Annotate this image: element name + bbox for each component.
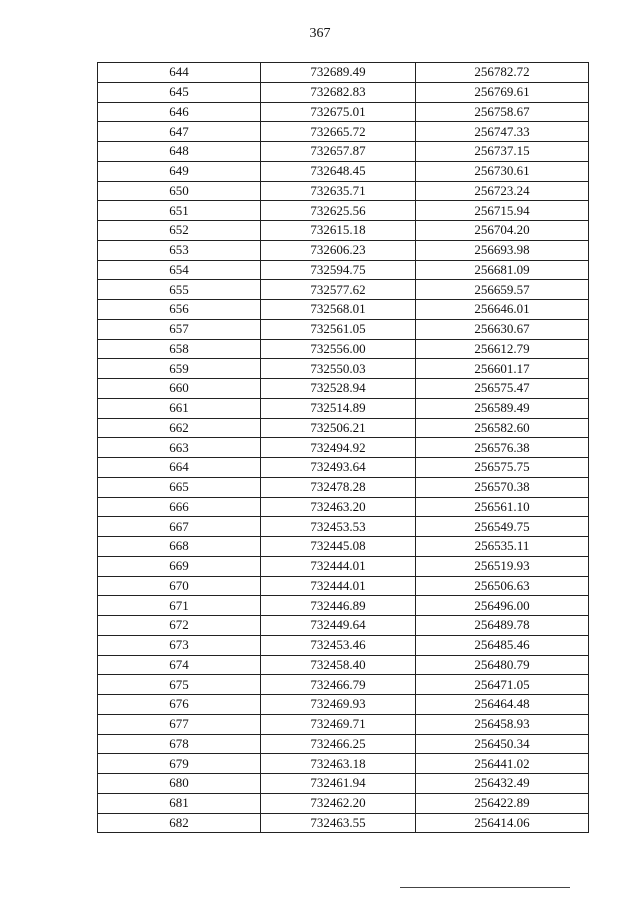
point-number-cell: 649 <box>98 161 261 181</box>
y-coordinate-cell: 256485.46 <box>416 635 589 655</box>
y-coordinate-cell: 256715.94 <box>416 201 589 221</box>
point-number-cell: 664 <box>98 458 261 478</box>
point-number-cell: 667 <box>98 517 261 537</box>
point-number-cell: 669 <box>98 556 261 576</box>
point-number-cell: 680 <box>98 774 261 794</box>
point-number-cell: 676 <box>98 695 261 715</box>
y-coordinate-cell: 256582.60 <box>416 418 589 438</box>
point-number-cell: 657 <box>98 319 261 339</box>
table-row <box>98 181 589 201</box>
x-coordinate-cell: 732453.53 <box>261 517 416 537</box>
table-row <box>98 122 589 142</box>
y-coordinate-cell: 256496.00 <box>416 596 589 616</box>
y-coordinate-cell: 256441.02 <box>416 754 589 774</box>
table-row <box>98 82 589 102</box>
y-coordinate-cell: 256464.48 <box>416 695 589 715</box>
y-coordinate-cell: 256414.06 <box>416 813 589 833</box>
point-number-cell: 646 <box>98 102 261 122</box>
x-coordinate-cell: 732648.45 <box>261 161 416 181</box>
x-coordinate-cell: 732493.64 <box>261 458 416 478</box>
y-coordinate-cell: 256432.49 <box>416 774 589 794</box>
point-number-cell: 670 <box>98 576 261 596</box>
x-coordinate-cell: 732577.62 <box>261 280 416 300</box>
table-row <box>98 695 589 715</box>
y-coordinate-cell: 256549.75 <box>416 517 589 537</box>
x-coordinate-cell: 732494.92 <box>261 438 416 458</box>
point-number-cell: 666 <box>98 497 261 517</box>
y-coordinate-cell: 256769.61 <box>416 82 589 102</box>
x-coordinate-cell: 732463.20 <box>261 497 416 517</box>
y-coordinate-cell: 256747.33 <box>416 122 589 142</box>
y-coordinate-cell: 256758.67 <box>416 102 589 122</box>
y-coordinate-cell: 256535.11 <box>416 537 589 557</box>
point-number-cell: 663 <box>98 438 261 458</box>
table-row <box>98 260 589 280</box>
point-number-cell: 648 <box>98 142 261 162</box>
point-number-cell: 658 <box>98 339 261 359</box>
x-coordinate-cell: 732556.00 <box>261 339 416 359</box>
point-number-cell: 660 <box>98 379 261 399</box>
point-number-cell: 661 <box>98 398 261 418</box>
table-row <box>98 63 589 83</box>
point-number-cell: 644 <box>98 63 261 83</box>
x-coordinate-cell: 732506.21 <box>261 418 416 438</box>
point-number-cell: 682 <box>98 813 261 833</box>
table-row <box>98 635 589 655</box>
table-row <box>98 537 589 557</box>
point-number-cell: 675 <box>98 675 261 695</box>
table-row <box>98 576 589 596</box>
x-coordinate-cell: 732458.40 <box>261 655 416 675</box>
x-coordinate-cell: 732469.71 <box>261 714 416 734</box>
y-coordinate-cell: 256575.75 <box>416 458 589 478</box>
point-number-cell: 655 <box>98 280 261 300</box>
point-number-cell: 653 <box>98 240 261 260</box>
coordinates-table <box>97 62 589 833</box>
table-row <box>98 497 589 517</box>
point-number-cell: 652 <box>98 221 261 241</box>
table-row <box>98 418 589 438</box>
x-coordinate-cell: 732568.01 <box>261 300 416 320</box>
x-coordinate-cell: 732462.20 <box>261 793 416 813</box>
y-coordinate-cell: 256422.89 <box>416 793 589 813</box>
x-coordinate-cell: 732550.03 <box>261 359 416 379</box>
x-coordinate-cell: 732463.55 <box>261 813 416 833</box>
y-coordinate-cell: 256458.93 <box>416 714 589 734</box>
table-row <box>98 477 589 497</box>
table-row <box>98 556 589 576</box>
x-coordinate-cell: 732675.01 <box>261 102 416 122</box>
point-number-cell: 659 <box>98 359 261 379</box>
point-number-cell: 678 <box>98 734 261 754</box>
y-coordinate-cell: 256737.15 <box>416 142 589 162</box>
table-row <box>98 714 589 734</box>
y-coordinate-cell: 256681.09 <box>416 260 589 280</box>
y-coordinate-cell: 256489.78 <box>416 616 589 636</box>
table-row <box>98 201 589 221</box>
coordinates-table-body <box>98 63 589 833</box>
y-coordinate-cell: 256471.05 <box>416 675 589 695</box>
table-row <box>98 458 589 478</box>
footer-rule <box>400 887 570 888</box>
x-coordinate-cell: 732461.94 <box>261 774 416 794</box>
point-number-cell: 647 <box>98 122 261 142</box>
y-coordinate-cell: 256730.61 <box>416 161 589 181</box>
x-coordinate-cell: 732594.75 <box>261 260 416 280</box>
y-coordinate-cell: 256506.63 <box>416 576 589 596</box>
x-coordinate-cell: 732528.94 <box>261 379 416 399</box>
table-row <box>98 102 589 122</box>
y-coordinate-cell: 256601.17 <box>416 359 589 379</box>
x-coordinate-cell: 732478.28 <box>261 477 416 497</box>
table-row <box>98 438 589 458</box>
table-row <box>98 734 589 754</box>
table-row <box>98 596 589 616</box>
table-row <box>98 359 589 379</box>
x-coordinate-cell: 732615.18 <box>261 221 416 241</box>
y-coordinate-cell: 256480.79 <box>416 655 589 675</box>
point-number-cell: 673 <box>98 635 261 655</box>
y-coordinate-cell: 256693.98 <box>416 240 589 260</box>
point-number-cell: 665 <box>98 477 261 497</box>
table-row <box>98 221 589 241</box>
y-coordinate-cell: 256646.01 <box>416 300 589 320</box>
page-number: 367 <box>309 26 331 41</box>
x-coordinate-cell: 732514.89 <box>261 398 416 418</box>
point-number-cell: 674 <box>98 655 261 675</box>
point-number-cell: 671 <box>98 596 261 616</box>
table-row <box>98 793 589 813</box>
table-row <box>98 813 589 833</box>
table-row <box>98 675 589 695</box>
y-coordinate-cell: 256570.38 <box>416 477 589 497</box>
point-number-cell: 668 <box>98 537 261 557</box>
y-coordinate-cell: 256576.38 <box>416 438 589 458</box>
table-row <box>98 754 589 774</box>
x-coordinate-cell: 732561.05 <box>261 319 416 339</box>
point-number-cell: 681 <box>98 793 261 813</box>
y-coordinate-cell: 256612.79 <box>416 339 589 359</box>
x-coordinate-cell: 732689.49 <box>261 63 416 83</box>
y-coordinate-cell: 256519.93 <box>416 556 589 576</box>
x-coordinate-cell: 732606.23 <box>261 240 416 260</box>
x-coordinate-cell: 732444.01 <box>261 576 416 596</box>
point-number-cell: 651 <box>98 201 261 221</box>
y-coordinate-cell: 256704.20 <box>416 221 589 241</box>
y-coordinate-cell: 256589.49 <box>416 398 589 418</box>
y-coordinate-cell: 256630.67 <box>416 319 589 339</box>
table-row <box>98 398 589 418</box>
x-coordinate-cell: 732453.46 <box>261 635 416 655</box>
table-row <box>98 517 589 537</box>
x-coordinate-cell: 732445.08 <box>261 537 416 557</box>
table-row <box>98 339 589 359</box>
table-row <box>98 774 589 794</box>
y-coordinate-cell: 256561.10 <box>416 497 589 517</box>
table-row <box>98 379 589 399</box>
y-coordinate-cell: 256659.57 <box>416 280 589 300</box>
x-coordinate-cell: 732449.64 <box>261 616 416 636</box>
x-coordinate-cell: 732665.72 <box>261 122 416 142</box>
x-coordinate-cell: 732463.18 <box>261 754 416 774</box>
table-row <box>98 319 589 339</box>
table-row <box>98 655 589 675</box>
y-coordinate-cell: 256575.47 <box>416 379 589 399</box>
table-row <box>98 616 589 636</box>
point-number-cell: 677 <box>98 714 261 734</box>
x-coordinate-cell: 732466.79 <box>261 675 416 695</box>
y-coordinate-cell: 256782.72 <box>416 63 589 83</box>
x-coordinate-cell: 732466.25 <box>261 734 416 754</box>
point-number-cell: 662 <box>98 418 261 438</box>
x-coordinate-cell: 732444.01 <box>261 556 416 576</box>
table-row <box>98 300 589 320</box>
table-row <box>98 142 589 162</box>
point-number-cell: 656 <box>98 300 261 320</box>
y-coordinate-cell: 256723.24 <box>416 181 589 201</box>
x-coordinate-cell: 732635.71 <box>261 181 416 201</box>
x-coordinate-cell: 732469.93 <box>261 695 416 715</box>
point-number-cell: 654 <box>98 260 261 280</box>
y-coordinate-cell: 256450.34 <box>416 734 589 754</box>
point-number-cell: 650 <box>98 181 261 201</box>
table-row <box>98 280 589 300</box>
table-row <box>98 240 589 260</box>
x-coordinate-cell: 732657.87 <box>261 142 416 162</box>
point-number-cell: 679 <box>98 754 261 774</box>
point-number-cell: 672 <box>98 616 261 636</box>
x-coordinate-cell: 732625.56 <box>261 201 416 221</box>
table-row <box>98 161 589 181</box>
x-coordinate-cell: 732682.83 <box>261 82 416 102</box>
point-number-cell: 645 <box>98 82 261 102</box>
x-coordinate-cell: 732446.89 <box>261 596 416 616</box>
